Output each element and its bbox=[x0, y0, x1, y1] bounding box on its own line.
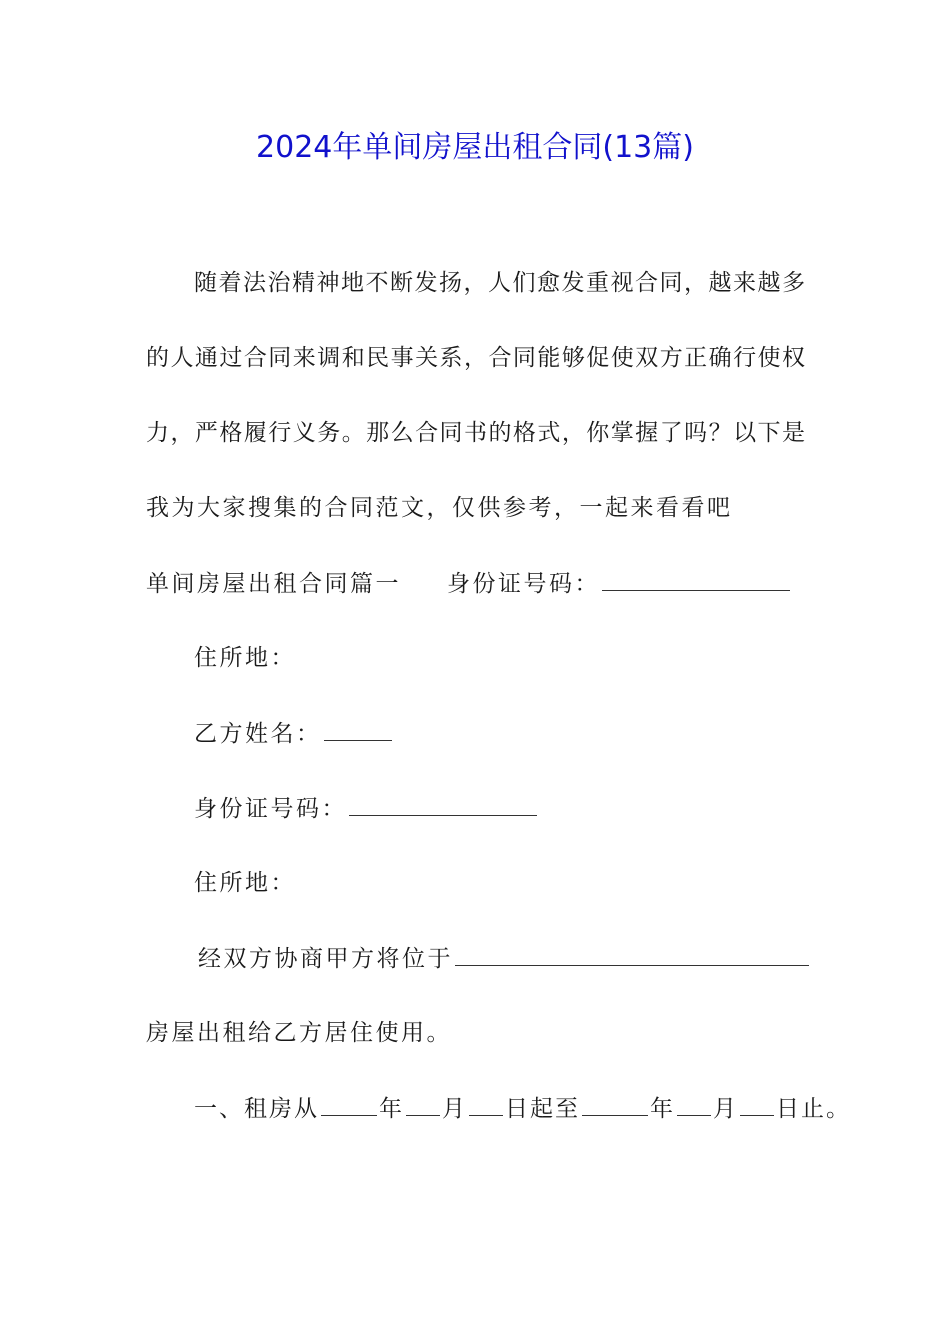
party-b-name-label: 乙方姓名： bbox=[194, 721, 322, 747]
end-year-blank[interactable] bbox=[582, 1093, 648, 1116]
location-prefix: 经双方协商甲方将位于 bbox=[198, 946, 453, 972]
term-month-1: 月 bbox=[442, 1096, 467, 1122]
start-month-blank[interactable] bbox=[406, 1093, 440, 1116]
location-suffix-line bbox=[146, 1018, 452, 1048]
party-b-address-label: 住所地： bbox=[194, 870, 296, 896]
term-day-1: 日起至 bbox=[505, 1096, 580, 1122]
term-month-2: 月 bbox=[713, 1096, 738, 1122]
intro-paragraph-line-3: 力，严格履行义务。那么合同书的格式，你掌握了吗？以下是 bbox=[146, 420, 806, 446]
term-year-1: 年 bbox=[379, 1096, 404, 1122]
party-a-address-label: 住所地： bbox=[194, 645, 296, 671]
party-b-address-line bbox=[194, 868, 296, 898]
intro-paragraph-line-4: 我为大家搜集的合同范文，仅供参考，一起来看看吧 bbox=[146, 495, 733, 521]
party-b-id-blank[interactable] bbox=[349, 793, 537, 816]
party-a-id-blank[interactable] bbox=[602, 568, 790, 591]
term-prefix: 一、租房从 bbox=[194, 1096, 319, 1122]
party-a-id-label: 身份证号码： bbox=[447, 571, 600, 597]
party-b-name-blank[interactable] bbox=[324, 718, 392, 741]
party-b-id-line bbox=[194, 793, 539, 824]
start-day-blank[interactable] bbox=[469, 1093, 503, 1116]
party-b-name-line bbox=[194, 718, 394, 749]
start-year-blank[interactable] bbox=[321, 1093, 377, 1116]
document-title: 2024年单间房屋出租合同(13篇) bbox=[256, 130, 694, 165]
intro-paragraph-line-2: 的人通过合同来调和民事关系，合同能够促使双方正确行使权 bbox=[146, 345, 806, 371]
party-b-id-label: 身份证号码： bbox=[194, 796, 347, 822]
section-heading-line bbox=[146, 568, 792, 599]
section-heading: 单间房屋出租合同篇一 bbox=[146, 571, 401, 597]
intro-paragraph-line-1: 随着法治精神地不断发扬，人们愈发重视合同，越来越多 bbox=[194, 270, 806, 296]
term-line bbox=[194, 1093, 851, 1124]
end-day-blank[interactable] bbox=[740, 1093, 774, 1116]
term-year-2: 年 bbox=[650, 1096, 675, 1122]
location-suffix: 房屋出租给乙方居住使用。 bbox=[146, 1020, 452, 1046]
term-day-2: 日止。 bbox=[776, 1096, 851, 1122]
location-blank[interactable] bbox=[455, 943, 809, 966]
party-a-address-line bbox=[194, 643, 296, 673]
end-month-blank[interactable] bbox=[677, 1093, 711, 1116]
location-line bbox=[198, 943, 811, 974]
